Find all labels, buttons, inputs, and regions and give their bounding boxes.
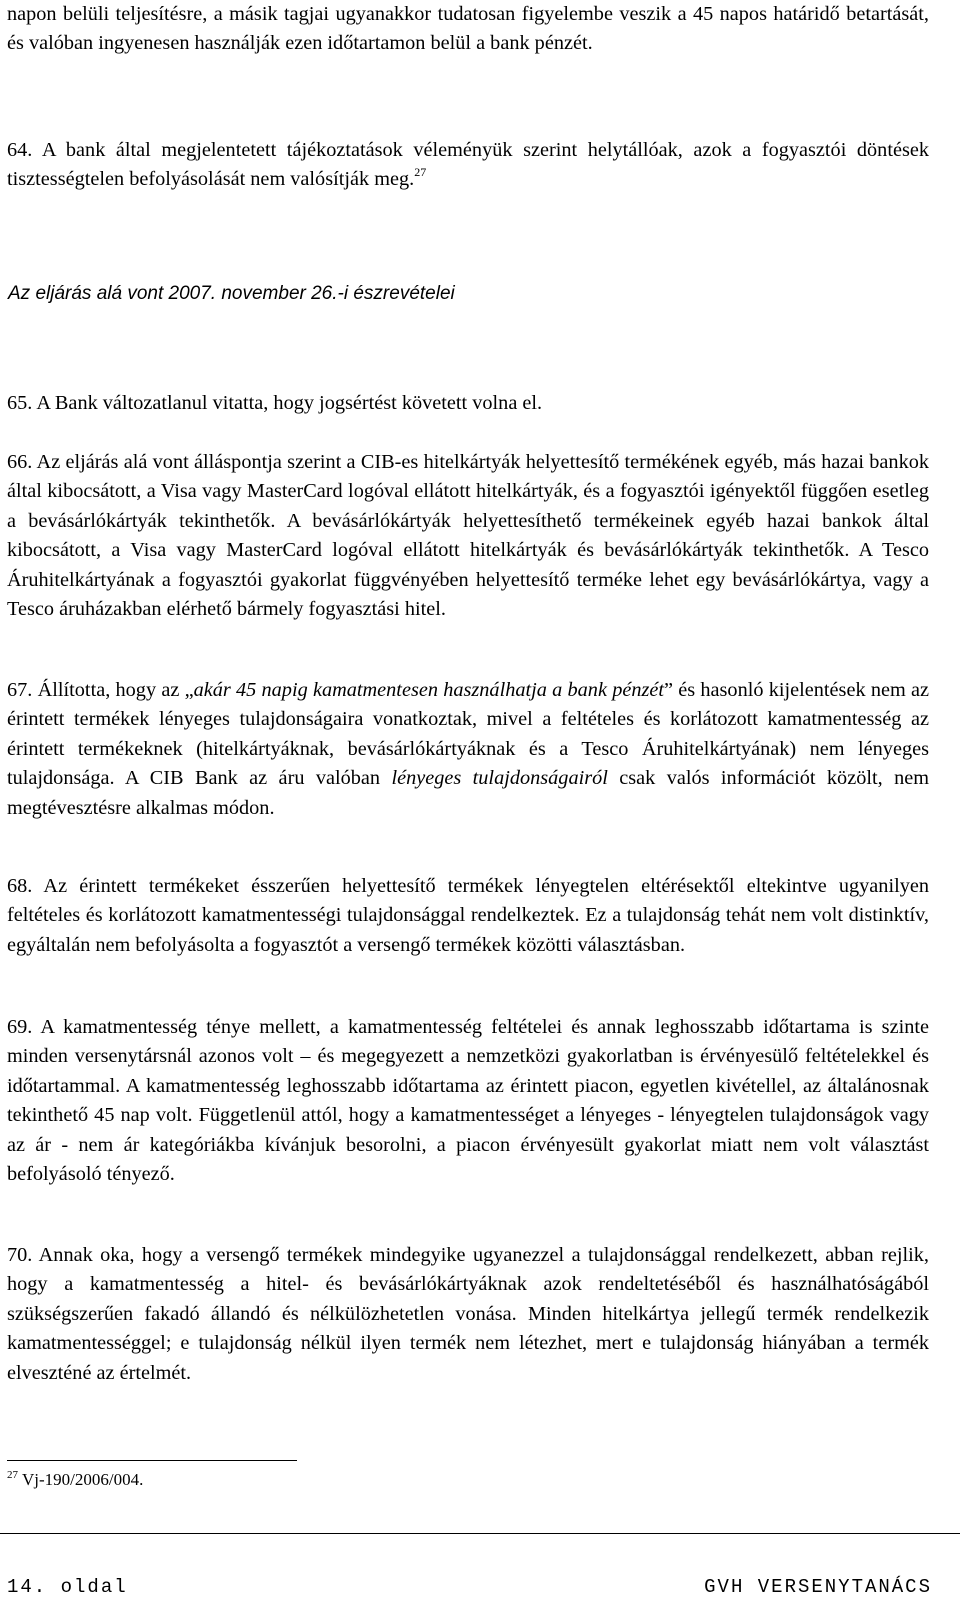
paragraph-number: 64. [7,139,33,161]
footnote [7,1468,143,1492]
paragraph-66 [7,448,929,624]
footnote-text: Vj-190/2006/004. [22,1470,144,1489]
paragraph-70 [7,1241,929,1388]
italic-phrase: lényeges tulajdonságairól [391,767,608,790]
paragraph-text: Állította, hogy az „ [37,679,194,701]
paragraph-number: 65. [7,392,33,414]
paragraph-69 [7,1013,929,1189]
paragraph-text: A kamatmentesség ténye mellett, a kamatmentesség feltételei és annak leghosszabb időtartama is szinte minden versenytársnál azonos volt – és megegyezett a nemzetközi gyakorlatban is érvényesülő feltételekkel és időtartammal. A kamatmentesség leghosszabb időtartama az érintett piacon, egyetlen kivétellel, az általánosnak tekinthető 45 nap volt. Függetlenül attól, hogy a kamatmentességet a lényeges - lényegtelen tulajdonságok vagy az ár - nem ár kategóriákba kívánjuk besorolni, a piacon érvényesült gyakorlat miatt nem volt választást befolyásoló tényező. [7,1016,929,1186]
intro-text: napon belüli teljesítésre, a másik tagjai ugyanakkor tudatosan figyelembe veszik a 45 napos határidő betartását, és valóban ingyenesen használják ezen időtartamon belül a bank pénzét. [7,3,929,55]
paragraph-text: ” és hasonló kijelentések nem az érintett termékek lényeges tulajdonságaira vonatkoztak, mivel a feltételes és korlátozott kamatmentesség az érintett termékeknek (hitelkártyáknak, bevásárlókártyáknak és a Tesco Áruhitelkártyának) nem lényeges tulajdonsága. A CIB Bank az áru valóban [7,679,929,790]
footnote-divider [7,1460,297,1461]
paragraph-65 [7,389,929,418]
paragraph-text: csak valós információt közölt, nem megtévesztésre alkalmas módon. [7,767,929,819]
italic-quote: akár 45 napig kamatmentesen használhatja a bank pénzét [193,679,665,701]
section-subheading: Az eljárás alá vont 2007. november 26.-i észrevételei [8,283,455,304]
paragraph-67 [7,676,929,823]
paragraph-68 [7,872,929,960]
paragraph-text: Az eljárás alá vont álláspontja szerint a CIB-es hitelkártyák helyettesítő termékének egyéb, más hazai bankok által kibocsátott, a Visa vagy MasterCard logóval ellátott hitelkártyák, és a fogyasztói igényektől függően esetleg a bevásárlókártyák tekinthetők. A bevásárlókártyák helyettesíthető termékeinek egyéb hazai bankok által kibocsátott, a Visa vagy MasterCard logóval ellátott hitelkártyák és bevásárlókártyák tekinthetők. A Tesco Áruhitelkártyának a fogyasztói gyakorlat függvényében helyettesítő terméke lehet egy bevásárlókártya, vagy a Tesco áruházakban elérhető bármely fogyasztási hitel. [7,451,929,621]
footnote-reference[interactable]: 27 [414,165,427,180]
paragraph-64 [7,136,929,195]
paragraph-text: A bank által megjelentetett tájékoztatások véleményük szerint helytállóak, azok a fogyasztói döntések tisztességtelen befolyásolását nem valósítják meg. [7,139,929,191]
footer-organization: GVH VERSENYTANÁCS [704,1576,932,1598]
footer-divider [0,1533,960,1534]
paragraph-number: 67. [7,679,33,701]
paragraph-number: 70. [7,1244,33,1266]
paragraph-text: A Bank változatlanul vitatta, hogy jogsértést követett volna el. [36,392,543,414]
paragraph-text: Az érintett termékeket ésszerűen helyettesítő termékek lényegtelen eltérésektől eltekintve ugyanilyen feltételes és korlátozott kamatmentességi tulajdonsággal rendelkeztek. Ez a tulajdonság tehát nem volt distinktív, egyáltalán nem befolyásolta a fogyasztót a versengő termékek közötti választásban. [7,875,930,956]
intro-paragraph [7,0,929,59]
paragraph-text: Annak oka, hogy a versengő termékek mindegyike ugyanezzel a tulajdonsággal rendelkezett, abban rejlik, hogy a kamatmentesség a hitel- és bevásárlókártyáknak azok rendeltetéséből és használhatóságából szükségszerűen fakadó állandó és nélkülözhetetlen vonása. Minden hitelkártya jellegű termék rendelkezik kamatmentességgel; e tulajdonság nélkül ilyen termék nem létezhet, mert e tulajdonság hiányában a termék elveszténé az értelmét. [7,1244,929,1384]
paragraph-number: 68. [7,875,33,897]
footnote-number: 27 [7,1469,18,1481]
paragraph-number: 69. [7,1016,33,1038]
page-number: 14. oldal [7,1576,128,1598]
paragraph-number: 66. [7,451,33,473]
